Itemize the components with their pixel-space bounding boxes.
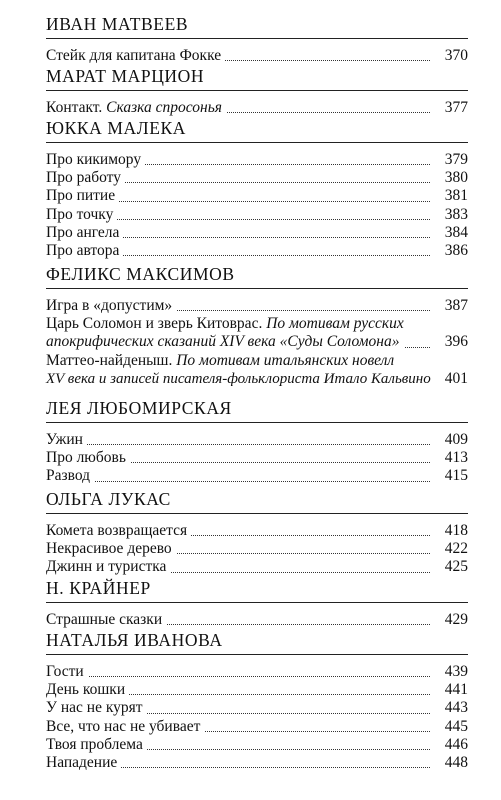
entry-page-number: 409	[441, 431, 468, 449]
entry-title-line2	[46, 333, 468, 351]
toc-entry[interactable]	[46, 467, 468, 485]
entry-title: Комета возвращается	[46, 522, 191, 539]
entry-title-plain: Контакт.	[46, 99, 107, 116]
entry-page-number: 429	[441, 611, 468, 629]
entry-title: Гости	[46, 663, 88, 680]
toc-section	[46, 14, 468, 65]
toc-entry[interactable]	[46, 449, 468, 467]
entry-title	[46, 99, 226, 116]
entry-title: День кошки	[46, 681, 129, 698]
entry-list	[46, 663, 468, 772]
entry-title: Про работу	[46, 169, 125, 186]
toc-section	[46, 398, 468, 486]
entry-list	[46, 522, 468, 577]
entry-page-number: 425	[441, 558, 468, 576]
entry-page-number: 381	[441, 187, 468, 205]
entry-list	[46, 99, 468, 117]
toc-entry[interactable]	[46, 540, 468, 558]
entry-title: Про кикимору	[46, 151, 145, 168]
entry-page-number: 439	[441, 663, 468, 681]
toc-entry[interactable]	[46, 151, 468, 169]
entry-list	[46, 611, 468, 629]
toc-entry[interactable]	[46, 206, 468, 224]
author-heading: ОЛЬГА ЛУКАС	[46, 489, 468, 514]
entry-title-line2	[46, 370, 468, 388]
toc-entry[interactable]	[46, 754, 468, 772]
author-heading: Н. КРАЙНЕР	[46, 578, 468, 603]
entry-page-number: 380	[441, 169, 468, 187]
entry-title: У нас не курят	[46, 699, 147, 716]
author-heading: ИВАН МАТВЕЕВ	[46, 14, 468, 39]
entry-title: Про питие	[46, 187, 119, 204]
entry-page-number: 370	[441, 47, 468, 65]
toc-entry[interactable]	[46, 169, 468, 187]
entry-title: Игра в «допустим»	[46, 297, 176, 314]
entry-page-number: 448	[441, 754, 468, 772]
toc-section	[46, 118, 468, 260]
entry-page-number: 379	[441, 151, 468, 169]
entry-page-number: 443	[441, 699, 468, 717]
toc-entry[interactable]	[46, 224, 468, 242]
author-heading: ФЕЛИКС МАКСИМОВ	[46, 264, 468, 289]
entry-title: Некрасивое дерево	[46, 540, 176, 557]
entry-title: Про ангела	[46, 224, 123, 241]
entry-title: Все, что нас не убивает	[46, 718, 204, 735]
entry-title: Ужин	[46, 431, 87, 448]
toc-entry[interactable]	[46, 431, 468, 449]
toc-section	[46, 66, 468, 117]
entry-list	[46, 151, 468, 260]
toc-entry[interactable]	[46, 47, 468, 65]
entry-page-number: 413	[441, 449, 468, 467]
entry-list	[46, 297, 468, 388]
toc-entry[interactable]	[46, 522, 468, 540]
entry-title-line1	[46, 352, 468, 370]
toc-entry[interactable]	[46, 187, 468, 205]
toc-entry[interactable]	[46, 242, 468, 260]
entry-page-number: 422	[441, 540, 468, 558]
toc-entry[interactable]	[46, 681, 468, 699]
entry-title: Про любовь	[46, 449, 130, 466]
entry-page-number: 418	[441, 522, 468, 540]
entry-list	[46, 47, 468, 65]
entry-title: Нападение	[46, 754, 121, 771]
toc-entry[interactable]	[46, 315, 468, 351]
entry-page-number: 383	[441, 206, 468, 224]
entry-list	[46, 431, 468, 486]
toc-entry[interactable]	[46, 718, 468, 736]
entry-title-italic: апокрифических сказаний XIV века «Суды Соломона»	[46, 333, 404, 350]
entry-page-number: 441	[441, 681, 468, 699]
entry-page-number: 387	[441, 297, 468, 315]
entry-page-number: 401	[441, 370, 468, 388]
entry-title: Про автора	[46, 242, 123, 259]
entry-title: Джинн и туристка	[46, 558, 170, 575]
toc-section	[46, 264, 468, 388]
dot-leader	[46, 444, 430, 445]
entry-page-number: 446	[441, 736, 468, 754]
toc-entry[interactable]	[46, 611, 468, 629]
dot-leader	[46, 481, 430, 482]
entry-page-number: 445	[441, 718, 468, 736]
entry-page-number: 396	[441, 333, 468, 351]
author-heading: ЛЕЯ ЛЮБОМИРСКАЯ	[46, 398, 468, 423]
entry-title: Стейк для капитана Фокке	[46, 47, 225, 64]
toc-entry[interactable]	[46, 352, 468, 388]
author-heading: МАРАТ МАРЦИОН	[46, 66, 468, 91]
toc-entry[interactable]	[46, 699, 468, 717]
toc-entry[interactable]	[46, 558, 468, 576]
entry-title-line1	[46, 315, 468, 333]
toc-entry[interactable]	[46, 736, 468, 754]
entry-title-plain: Маттео-найденыш.	[46, 351, 177, 369]
entry-title-plain: Царь Соломон и зверь Китоврас.	[46, 315, 267, 333]
entry-page-number: 386	[441, 242, 468, 260]
toc-entry[interactable]	[46, 663, 468, 681]
toc-section	[46, 578, 468, 629]
author-heading: НАТАЛЬЯ ИВАНОВА	[46, 630, 468, 655]
entry-title-italic: XV века и записей писателя-фольклориста Итало Кальвино	[46, 371, 435, 387]
author-heading: ЮККА МАЛЕКА	[46, 118, 468, 143]
entry-title: Про точку	[46, 206, 117, 223]
dot-leader	[46, 676, 430, 677]
entry-title: Твоя проблема	[46, 736, 147, 753]
entry-page-number: 415	[441, 467, 468, 485]
entry-title: Страшные сказки	[46, 611, 166, 628]
entry-page-number: 377	[441, 99, 468, 117]
toc-entry[interactable]	[46, 297, 468, 315]
entry-title: Развод	[46, 467, 94, 484]
entry-title-italic: По мотивам итальянских новелл	[176, 351, 395, 369]
entry-title-italic: По мотивам русских	[266, 315, 404, 333]
toc-entry[interactable]	[46, 99, 468, 117]
entry-title-italic: Сказка спросонья	[106, 99, 222, 116]
entry-page-number: 384	[441, 224, 468, 242]
toc-section	[46, 489, 468, 577]
toc-section	[46, 630, 468, 772]
